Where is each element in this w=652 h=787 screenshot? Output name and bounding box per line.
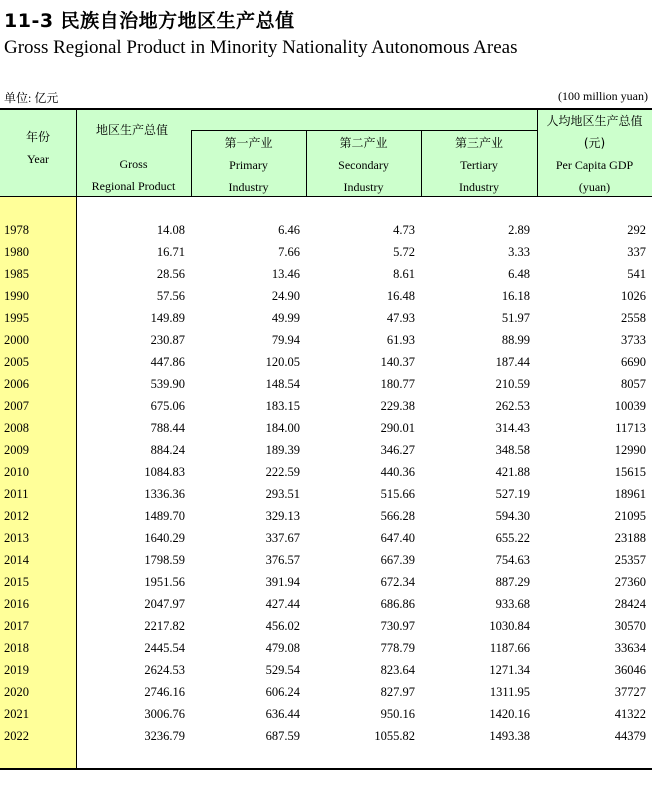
year-cell: 2017 (4, 619, 29, 633)
secondary-cell: 950.16 (380, 707, 415, 721)
year-cell: 1995 (4, 311, 29, 325)
primary-cell: 120.05 (265, 355, 300, 369)
tertiary-cell: 1493.38 (489, 729, 530, 743)
grp-cell: 2746.16 (144, 685, 185, 699)
tertiary-cell: 1311.95 (489, 685, 530, 699)
table-row (0, 615, 652, 637)
header-tertiary-cn: 第三产业 (454, 136, 503, 150)
percap-cell: 23188 (614, 531, 646, 545)
secondary-cell: 47.93 (386, 311, 415, 325)
grp-cell: 28.56 (156, 267, 185, 281)
secondary-cell: 180.77 (380, 377, 415, 391)
primary-cell: 293.51 (265, 487, 300, 501)
year-cell: 2011 (4, 487, 29, 501)
year-cell: 2018 (4, 641, 29, 655)
table-row (0, 703, 652, 725)
table-body (0, 219, 652, 747)
table-row (0, 219, 652, 241)
percap-cell: 541 (627, 267, 646, 281)
grp-cell: 1951.56 (144, 575, 185, 589)
grp-cell: 2217.82 (144, 619, 185, 633)
secondary-cell: 16.48 (386, 289, 415, 303)
header-grp-en1: Gross (119, 157, 148, 171)
percap-cell: 30570 (614, 619, 646, 633)
tertiary-cell: 348.58 (495, 443, 530, 457)
secondary-cell: 290.01 (380, 421, 415, 435)
primary-cell: 24.90 (271, 289, 300, 303)
percap-cell: 2558 (621, 311, 646, 325)
primary-cell: 49.99 (271, 311, 300, 325)
percap-cell: 25357 (614, 553, 646, 567)
unit-label-en: (100 million yuan) (558, 89, 648, 103)
header-secondary (306, 132, 421, 198)
table-row (0, 593, 652, 615)
tertiary-cell: 314.43 (495, 421, 530, 435)
primary-cell: 184.00 (265, 421, 300, 435)
primary-cell: 456.02 (265, 619, 300, 633)
secondary-cell: 140.37 (380, 355, 415, 369)
year-cell: 2014 (4, 553, 29, 567)
percap-cell: 292 (627, 223, 646, 237)
table-row (0, 439, 652, 461)
tertiary-cell: 187.44 (495, 355, 530, 369)
tertiary-cell: 210.59 (495, 377, 530, 391)
grp-cell: 2047.97 (144, 597, 185, 611)
secondary-cell: 515.66 (380, 487, 415, 501)
table-row (0, 725, 652, 747)
grp-cell: 1798.59 (144, 553, 185, 567)
table-row (0, 329, 652, 351)
percap-cell: 27360 (614, 575, 646, 589)
header-primary-en2: Industry (228, 180, 269, 194)
percap-cell: 15615 (614, 465, 646, 479)
grp-cell: 788.44 (150, 421, 185, 435)
year-cell: 1980 (4, 245, 29, 259)
table-row (0, 373, 652, 395)
tertiary-cell: 527.19 (495, 487, 530, 501)
primary-cell: 687.59 (265, 729, 300, 743)
year-cell: 2008 (4, 421, 29, 435)
tertiary-cell: 933.68 (495, 597, 530, 611)
primary-cell: 13.46 (271, 267, 300, 281)
table-row (0, 241, 652, 263)
year-cell: 2000 (4, 333, 29, 347)
grp-cell: 57.56 (156, 289, 185, 303)
grp-cell: 230.87 (150, 333, 185, 347)
primary-cell: 148.54 (265, 377, 300, 391)
percap-cell: 8057 (621, 377, 646, 391)
table-row (0, 527, 652, 549)
header-percap-cn1: 人均地区生产总值 (546, 114, 643, 128)
primary-cell: 7.66 (278, 245, 300, 259)
grp-cell: 447.86 (150, 355, 185, 369)
primary-cell: 529.54 (265, 663, 300, 677)
table-title-cn: 11-3 民族自治地方地区生产总值 (4, 10, 295, 32)
tertiary-cell: 1187.66 (489, 641, 530, 655)
primary-cell: 329.13 (265, 509, 300, 523)
percap-cell: 10039 (614, 399, 646, 413)
grp-cell: 3236.79 (144, 729, 185, 743)
secondary-cell: 730.97 (380, 619, 415, 633)
table-row (0, 549, 652, 571)
header-primary-cn: 第一产业 (224, 136, 273, 150)
tertiary-cell: 16.18 (501, 289, 530, 303)
tertiary-cell: 1030.84 (489, 619, 530, 633)
unit-label-cn: 单位: 亿元 (4, 91, 59, 105)
year-cell: 2022 (4, 729, 29, 743)
tertiary-cell: 6.48 (508, 267, 530, 281)
table-row (0, 395, 652, 417)
grp-cell: 14.08 (156, 223, 185, 237)
grp-cell: 2624.53 (144, 663, 185, 677)
table-row (0, 637, 652, 659)
grp-cell: 1336.36 (144, 487, 185, 501)
grp-cell: 16.71 (156, 245, 185, 259)
primary-cell: 6.46 (278, 223, 300, 237)
table-row (0, 307, 652, 329)
header-secondary-en1: Secondary (338, 158, 389, 172)
grp-cell: 1084.83 (144, 465, 185, 479)
year-cell: 2019 (4, 663, 29, 677)
secondary-cell: 778.79 (380, 641, 415, 655)
secondary-cell: 4.73 (393, 223, 415, 237)
grp-cell: 675.06 (150, 399, 185, 413)
tertiary-cell: 2.89 (508, 223, 530, 237)
header-grp-en2: Regional Product (91, 179, 176, 193)
header-primary (191, 132, 306, 198)
tertiary-cell: 1271.34 (489, 663, 530, 677)
secondary-cell: 346.27 (380, 443, 415, 457)
header-percap-cn2: (元) (583, 136, 606, 150)
header-tertiary-en2: Industry (459, 180, 499, 194)
percap-cell: 33634 (614, 641, 646, 655)
year-cell: 2015 (4, 575, 29, 589)
header-grp (76, 119, 191, 197)
tertiary-cell: 655.22 (495, 531, 530, 545)
primary-cell: 391.94 (265, 575, 300, 589)
primary-cell: 337.67 (265, 531, 300, 545)
header-tertiary (421, 132, 537, 198)
primary-cell: 183.15 (265, 399, 300, 413)
secondary-cell: 61.93 (386, 333, 415, 347)
secondary-cell: 566.28 (380, 509, 415, 523)
tertiary-cell: 88.99 (501, 333, 530, 347)
tertiary-cell: 1420.16 (489, 707, 530, 721)
percap-cell: 6690 (621, 355, 646, 369)
primary-cell: 427.44 (265, 597, 300, 611)
table-row (0, 351, 652, 373)
table-row (0, 659, 652, 681)
percap-cell: 36046 (614, 663, 646, 677)
table-row (0, 681, 652, 703)
header-tertiary-en1: Tertiary (460, 158, 498, 172)
percap-cell: 44379 (614, 729, 646, 743)
primary-cell: 222.59 (265, 465, 300, 479)
grp-cell: 884.24 (150, 443, 185, 457)
percap-cell: 28424 (614, 597, 646, 611)
header-grp-cn: 地区生产总值 (96, 123, 169, 137)
primary-cell: 479.08 (265, 641, 300, 655)
secondary-cell: 647.40 (380, 531, 415, 545)
primary-cell: 606.24 (265, 685, 300, 699)
header-secondary-cn: 第二产业 (339, 136, 388, 150)
secondary-cell: 440.36 (380, 465, 415, 479)
year-cell: 2010 (4, 465, 29, 479)
grp-cell: 1489.70 (144, 509, 185, 523)
primary-cell: 636.44 (265, 707, 300, 721)
percap-cell: 1026 (621, 289, 646, 303)
secondary-cell: 667.39 (380, 553, 415, 567)
percap-cell: 41322 (614, 707, 646, 721)
table-row (0, 505, 652, 527)
table-row (0, 285, 652, 307)
secondary-cell: 5.72 (393, 245, 415, 259)
primary-cell: 376.57 (265, 553, 300, 567)
percap-cell: 337 (627, 245, 646, 259)
header-secondary-en2: Industry (343, 180, 384, 194)
header-year (0, 126, 76, 170)
header-subgroup-rule (191, 130, 537, 131)
percap-cell: 11713 (615, 421, 646, 435)
year-cell: 2007 (4, 399, 29, 413)
table-row (0, 417, 652, 439)
secondary-cell: 8.61 (393, 267, 415, 281)
table-bottom-rule (0, 768, 652, 770)
percap-cell: 3733 (621, 333, 646, 347)
year-cell: 2020 (4, 685, 29, 699)
secondary-cell: 672.34 (380, 575, 415, 589)
grp-cell: 3006.76 (144, 707, 185, 721)
header-percap (537, 110, 652, 198)
percap-cell: 37727 (614, 685, 646, 699)
year-cell: 2021 (4, 707, 29, 721)
secondary-cell: 229.38 (380, 399, 415, 413)
header-percap-en2: (yuan) (578, 180, 611, 194)
tertiary-cell: 262.53 (495, 399, 530, 413)
tertiary-cell: 3.33 (508, 245, 530, 259)
percap-cell: 12990 (614, 443, 646, 457)
header-year-cn: 年份 (25, 130, 50, 144)
year-cell: 2013 (4, 531, 29, 545)
year-cell: 2012 (4, 509, 29, 523)
secondary-cell: 686.86 (380, 597, 415, 611)
year-cell: 2009 (4, 443, 29, 457)
year-cell: 2006 (4, 377, 29, 391)
grp-cell: 149.89 (150, 311, 185, 325)
table-row (0, 263, 652, 285)
header-percap-en1: Per Capita GDP (555, 158, 634, 172)
table-row (0, 483, 652, 505)
secondary-cell: 1055.82 (374, 729, 415, 743)
tertiary-cell: 421.88 (495, 465, 530, 479)
grp-cell: 2445.54 (144, 641, 185, 655)
tertiary-cell: 594.30 (495, 509, 530, 523)
percap-cell: 18961 (614, 487, 646, 501)
year-cell: 1985 (4, 267, 29, 281)
grp-cell: 1640.29 (144, 531, 185, 545)
primary-cell: 79.94 (271, 333, 300, 347)
secondary-cell: 823.64 (380, 663, 415, 677)
tertiary-cell: 51.97 (501, 311, 530, 325)
secondary-cell: 827.97 (380, 685, 415, 699)
year-cell: 1990 (4, 289, 29, 303)
header-year-en: Year (26, 152, 50, 166)
table-row (0, 461, 652, 483)
year-cell: 1978 (4, 223, 29, 237)
tertiary-cell: 754.63 (495, 553, 530, 567)
grp-cell: 539.90 (150, 377, 185, 391)
table-title-en: Gross Regional Product in Minority Nationality Autonomous Areas (4, 37, 518, 58)
table-row (0, 571, 652, 593)
year-cell: 2005 (4, 355, 29, 369)
percap-cell: 21095 (614, 509, 646, 523)
year-cell: 2016 (4, 597, 29, 611)
primary-cell: 189.39 (265, 443, 300, 457)
header-primary-en1: Primary (229, 158, 268, 172)
tertiary-cell: 887.29 (495, 575, 530, 589)
